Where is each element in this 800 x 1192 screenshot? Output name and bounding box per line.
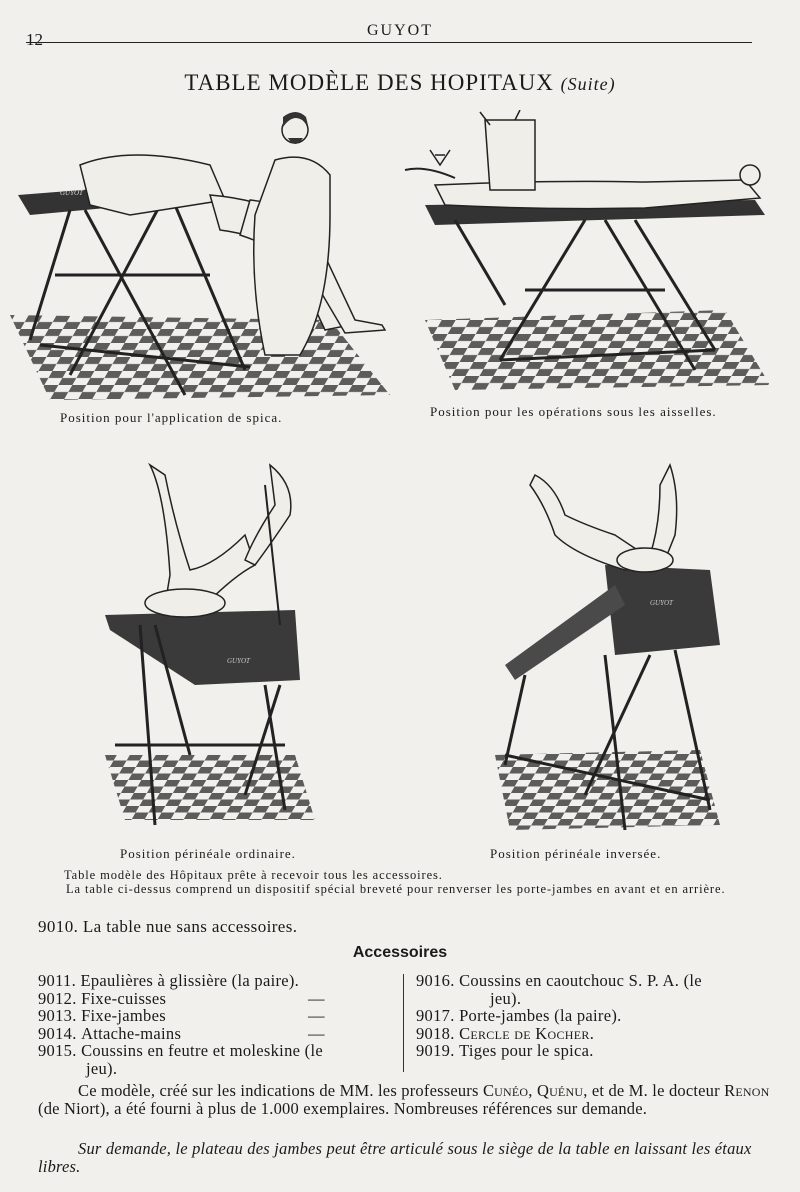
figure-note-2: La table ci-dessus comprend un dispositif spécial breveté pour renverser les porte-jambes en avant et en arrière.	[66, 882, 726, 896]
illustration-perineale-inversee	[485, 455, 730, 840]
header-rule	[26, 42, 752, 43]
caption-perineale-ordinaire: Position périnéale ordinaire.	[120, 846, 296, 861]
item-number: 9014.	[38, 1023, 77, 1043]
item-continuation: jeu).	[86, 1058, 118, 1078]
ditto-dash: —	[308, 1023, 325, 1043]
item-text: Coussins en feutre et moleskine (le	[81, 1041, 323, 1060]
item-number: 9011.	[38, 971, 77, 990]
illustration-spica	[10, 105, 390, 405]
accessories-left-column	[38, 972, 400, 1077]
list-item	[416, 972, 776, 990]
item-number: 9017.	[416, 1006, 455, 1025]
page-number: 12	[26, 30, 43, 49]
item-text: Epaulières à glissière (la paire).	[80, 971, 300, 990]
item-number: 9013.	[38, 1006, 77, 1025]
list-item	[38, 990, 400, 1008]
caption-spica: Position pour l'application de spica.	[60, 410, 283, 425]
caption-perineale-inversee: Position périnéale inversée.	[490, 846, 662, 861]
item-text: Coussins en caoutchouc S. P. A. (le	[459, 971, 702, 990]
column-divider	[403, 974, 404, 1072]
caption-aisselles: Position pour les opérations sous les aisselles.	[430, 404, 717, 419]
catalog-item-9010: 9010. La table nue sans accessoires.	[38, 917, 298, 936]
para-text: , et de M. le docteur	[583, 1081, 725, 1100]
list-item	[38, 1025, 400, 1043]
ditto-dash: —	[308, 1006, 325, 1025]
item-number: 9019.	[416, 1041, 455, 1060]
item-text: Fixe-cuisses	[81, 988, 167, 1008]
person-name: Quénu	[536, 1081, 584, 1100]
item-number: 9015.	[38, 1041, 77, 1060]
accessories-heading: Accessoires	[352, 944, 448, 961]
item-number: 9016.	[416, 971, 455, 990]
item-text: Fixe-jambes	[81, 1006, 166, 1025]
list-item	[416, 1042, 776, 1060]
para-text: Ce modèle, créé sur les indications de MM. les professeurs	[78, 1081, 483, 1100]
person-name: Cunéo	[482, 1081, 529, 1100]
para-text: ,	[528, 1081, 537, 1100]
list-item	[38, 972, 400, 990]
illustration-perineale-ordinaire	[95, 455, 330, 835]
item-number: 9012.	[38, 988, 77, 1008]
paragraph-option: Sur demande, le plateau des jambes peut être articulé sous le siège de la table en laissant les étaux libres.	[38, 1139, 752, 1176]
list-item	[38, 1042, 400, 1060]
item-text: Attache-mains	[81, 1023, 182, 1043]
item-continuation: jeu).	[490, 988, 522, 1008]
paragraph-references	[38, 1082, 770, 1117]
figure-note-1: Table modèle des Hôpitaux prête à recevoir tous les accessoires.	[64, 868, 443, 882]
item-number: 9018.	[416, 1023, 455, 1043]
item-text: Porte-jambes (la paire).	[459, 1006, 622, 1025]
list-item	[38, 1007, 400, 1025]
table-brand-mark: GUYOT	[227, 657, 250, 665]
page-title	[0, 70, 800, 96]
item-text: Cercle de Kocher.	[459, 1023, 595, 1043]
person-name: Renon	[724, 1081, 770, 1100]
table-brand-mark: GUYOT	[650, 599, 673, 607]
running-head: GUYOT	[367, 22, 433, 39]
title-suffix: (Suite)	[560, 74, 616, 94]
item-text: Tiges pour le spica.	[459, 1041, 594, 1060]
title-text: TABLE MODÈLE DES HOPITAUX	[184, 70, 554, 95]
para-text: (de Niort), a été fourni à plus de 1.000 exemplaires. Nombreuses références sur demande.	[38, 1098, 648, 1118]
list-item	[416, 1007, 776, 1025]
ditto-dash: —	[308, 988, 325, 1008]
table-brand-mark: GUYOT	[60, 189, 83, 197]
accessories-right-column	[416, 972, 776, 1060]
list-item	[416, 1025, 776, 1043]
illustration-aisselles	[395, 110, 780, 400]
